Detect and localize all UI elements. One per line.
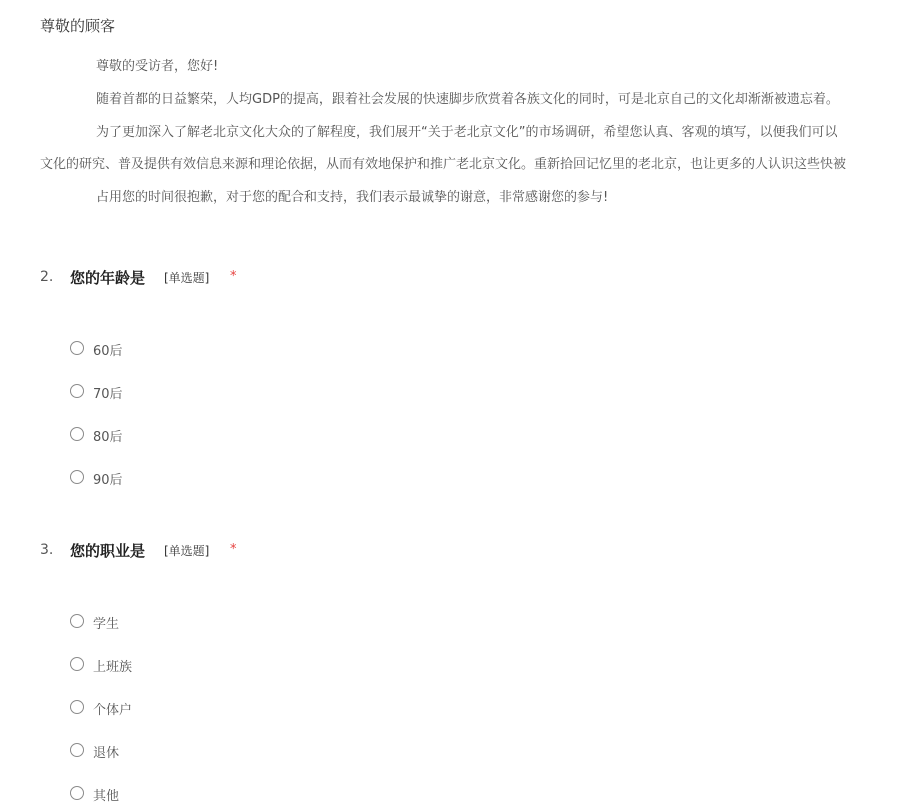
question-header [40, 267, 900, 291]
radio-button[interactable] [70, 786, 84, 800]
question-header [40, 540, 900, 564]
question-title: 您的职业是 [70, 542, 146, 560]
option-label: 上班族 [93, 660, 133, 675]
intro-paragraph-3: 占用您的时间很抱歉，对于您的配合和支持，我们表示最诚挚的谢意，非常感谢您的参与! [96, 190, 609, 205]
intro-paragraph-2-line-2: 文化的研究、普及提供有效信息来源和理论依据，从而有效地保护和推广老北京文化。重新拾回记忆里的老北京，也让更多的人认识这些快被 [40, 157, 847, 172]
question-occupation [40, 540, 900, 804]
radio-button[interactable] [70, 614, 84, 628]
option-label: 学生 [93, 617, 120, 632]
option-label: 其他 [93, 789, 120, 804]
greeting-title: 尊敬的顾客 [40, 17, 116, 35]
radio-button[interactable] [70, 470, 84, 484]
intro-paragraph-2-line-1: 为了更加深入了解老北京文化大众的了解程度，我们展开“关于老北京文化”的市场调研，希望您认真、客观的填写，以便我们可以 [96, 125, 838, 140]
radio-button[interactable] [70, 427, 84, 441]
option-label: 退休 [93, 746, 120, 761]
radio-button[interactable] [70, 700, 84, 714]
question-type-label: [单选题] [164, 544, 210, 558]
intro-salutation: 尊敬的受访者，您好! [96, 59, 219, 74]
option-label: 60后 [93, 344, 123, 359]
intro-paragraph-1: 随着首都的日益繁荣，人均GDP的提高，跟着社会发展的快速脚步欣赏着各族文化的同时，可是北京自己的文化却渐渐被遗忘着。 [96, 92, 839, 107]
survey-header [40, 16, 900, 205]
question-type-label: [单选题] [164, 271, 210, 285]
question-age [40, 267, 900, 488]
question-title: 您的年龄是 [70, 269, 146, 287]
radio-button[interactable] [70, 743, 84, 757]
radio-button[interactable] [70, 341, 84, 355]
option-label: 70后 [93, 387, 123, 402]
option-label: 个体户 [93, 703, 133, 718]
required-star: * [230, 269, 237, 284]
option-label: 90后 [93, 473, 123, 488]
option-label: 80后 [93, 430, 123, 445]
question-number: 2. [40, 269, 54, 285]
radio-button[interactable] [70, 657, 84, 671]
question-number: 3. [40, 542, 54, 558]
required-star: * [230, 542, 237, 557]
radio-button[interactable] [70, 384, 84, 398]
